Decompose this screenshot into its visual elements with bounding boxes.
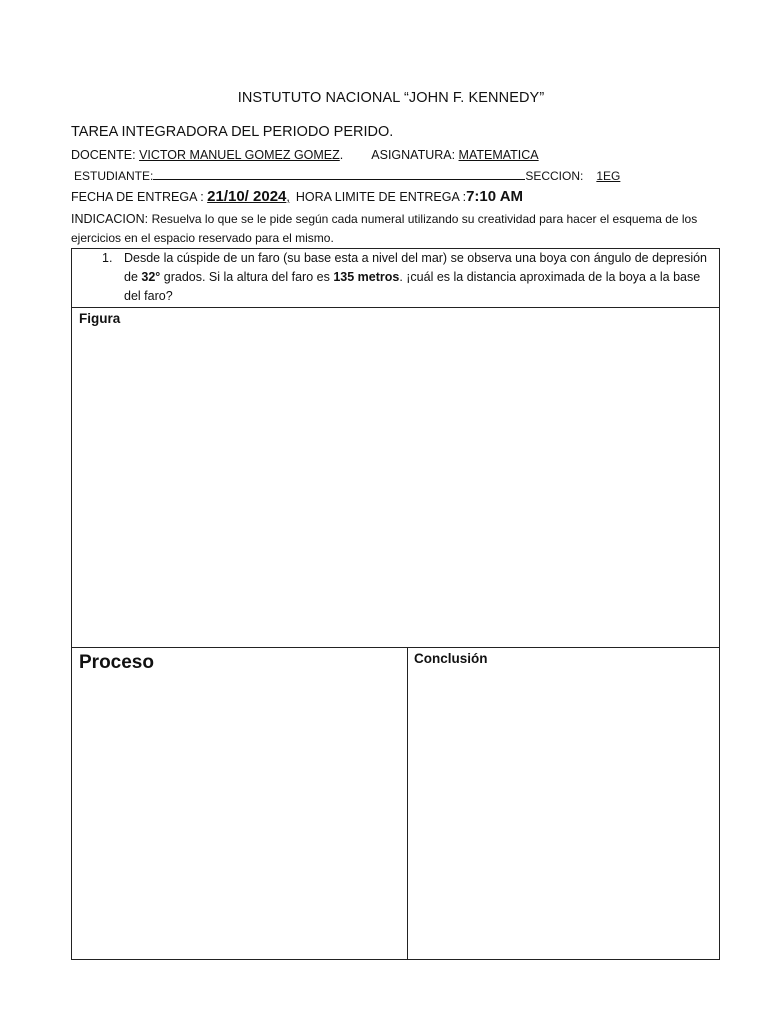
student-line xyxy=(74,168,620,183)
institution-title: INSTUTUTO NACIONAL “JOHN F. KENNEDY” xyxy=(237,90,545,106)
conclusion-label: Conclusión xyxy=(414,651,488,666)
process-area[interactable] xyxy=(71,647,408,960)
instructions xyxy=(71,210,721,248)
conclusion-area[interactable] xyxy=(407,647,720,960)
teacher-label: DOCENTE: xyxy=(71,148,140,162)
question-number: 1. xyxy=(102,251,113,265)
subject-label: ASIGNATURA: xyxy=(371,148,459,162)
section-label: SECCION: xyxy=(525,169,584,183)
teacher-name: VICTOR MANUEL GOMEZ GOMEZ xyxy=(139,148,340,162)
section-value: 1EG xyxy=(596,169,621,183)
date-suffix: , xyxy=(286,190,290,204)
student-label: ESTUDIANTE: xyxy=(74,169,154,183)
angle-value: 32° xyxy=(141,270,161,284)
process-label: Proceso xyxy=(79,652,154,673)
figure-label: Figura xyxy=(79,311,121,326)
question-box xyxy=(71,248,720,308)
date-label: FECHA DE ENTREGA : xyxy=(71,190,208,204)
subject-name: MATEMATICA xyxy=(458,148,539,162)
teacher-suffix: . xyxy=(339,148,344,162)
instructions-text: Resuelva lo que se le pide según cada numeral utilizando su creatividad para hacer el esquema de los ejercicios en el espacio reservado para el mismo. xyxy=(71,212,698,245)
delivery-time: 7:10 AM xyxy=(466,188,524,205)
height-value: 135 metros xyxy=(333,270,400,284)
student-name-blank[interactable] xyxy=(153,168,525,180)
delivery-line xyxy=(71,188,523,205)
assignment-title: TAREA INTEGRADORA DEL PERIODO PERIDO. xyxy=(71,124,394,140)
instructions-label: INDICACION: xyxy=(71,212,152,226)
figure-area[interactable] xyxy=(71,307,720,648)
question-text: Desde la cúspide de un faro (su base esta a nivel del mar) se observa una boya con ángulo de depresión de 32° grados. Si la altura del faro es 135 metros. ¡cuál es la distancia aproximada de la boya a la base del faro? xyxy=(124,251,708,303)
time-label: HORA LIMITE DE ENTREGA : xyxy=(295,190,467,204)
delivery-date: 21/10/ 2024 xyxy=(207,188,287,205)
teacher-line xyxy=(71,148,539,162)
